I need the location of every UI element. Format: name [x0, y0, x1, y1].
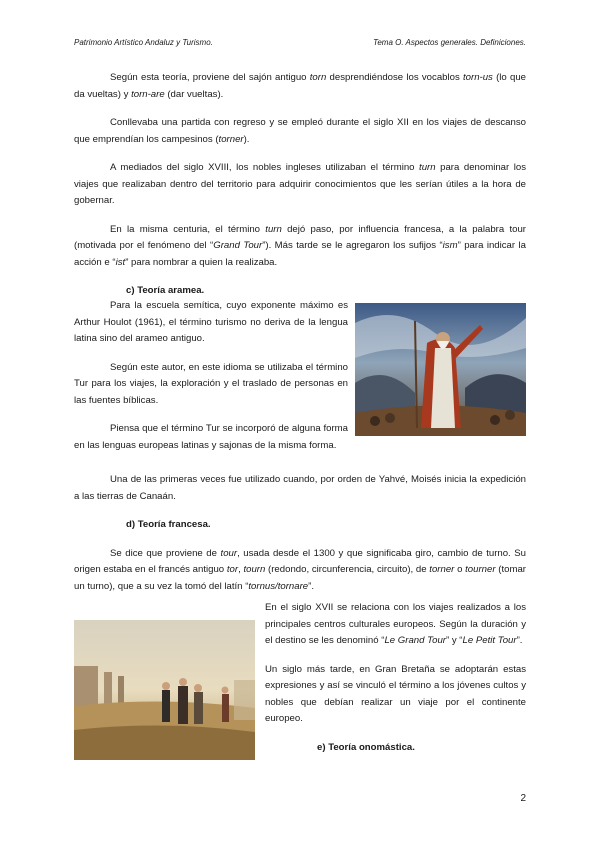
page-number: 2	[520, 793, 526, 804]
body-text-francesa	[265, 600, 526, 756]
paragraph: Según esta teoría, proviene del sajón antiguo torn desprendiéndose los vocablos torn-us (lo que da vueltas) y torn-are (dar vueltas).	[74, 72, 527, 100]
paragraph: Un siglo más tarde, en Gran Bretaña se adoptarán estas expresiones y así se vinculó el término a los jóvenes cultos y nobles que debían realizar un viaje por el continente europeo.	[265, 663, 526, 724]
section-heading-c: c) Teoría aramea.	[126, 285, 205, 296]
body-text-top	[74, 70, 526, 300]
header-right: Tema O. Aspectos generales. Definiciones.	[373, 38, 526, 47]
paragraph: Piensa que el término Tur se incorporó de alguna forma en las lenguas europeas latinas y sajonas de la misma forma.	[74, 423, 348, 451]
body-text-middle	[74, 472, 526, 595]
header-left: Patrimonio Artístico Andaluz y Turismo.	[74, 38, 213, 47]
moses-painting-image	[355, 303, 526, 436]
paragraph: Conllevaba una partida con regreso y se empleó durante el siglo XII en los viajes de descanso que emprendían los campesinos (torner).	[74, 117, 526, 145]
paragraph: En el siglo XVII se relaciona con los viajes realizados a los principales centros culturales europeos. Según la duración y el destino se les denominó “Le Grand Tour” y “Le Petit Tour”.	[265, 602, 526, 646]
paragraph: Una de las primeras veces fue utilizado cuando, por orden de Yahvé, Moisés inicia la expedición a las tierras de Canaán.	[74, 474, 526, 502]
section-heading-e: e) Teoría onomástica.	[317, 741, 415, 753]
paragraph: Se dice que proviene de tour, usada desde el 1300 y que significaba giro, cambio de turno. Su origen estaba en el francés antiguo tor, tourn (redondo, circunferencia, circuito), de torner o tourner (tomar un turno), que a su vez la tomó del latín “tornus/tornare”.	[74, 547, 527, 592]
paragraph: Según este autor, en este idioma se utilizaba el término Tur para los viajes, la exploración y el traslado de personas en las fuentes bíblicas.	[74, 361, 348, 406]
page-header	[74, 38, 526, 47]
body-text-aramea	[74, 298, 348, 454]
paragraph: A mediados del siglo XVIII, los nobles ingleses utilizaban el término turn para denominar los viajes que realizaban dentro del territorio para adquirir conocimientos que les serían útiles a la hora de gobernar.	[74, 162, 526, 206]
paragraph: Para la escuela semítica, cuyo exponente máximo es Arthur Houlot (1961), el término turismo no deriva de la lengua latina sino del arameo antiguo.	[74, 300, 348, 344]
section-heading-d: d) Teoría francesa.	[126, 519, 211, 530]
grand-tour-painting-image	[74, 620, 255, 760]
paragraph: En la misma centuria, el término turn dejó paso, por influencia francesa, a la palabra tour (motivada por el fenómeno del “Grand Tour”). Más tarde se le agregaron los sufijos “ism” para indicar la acción e “ist” para nombrar a quien la realizaba.	[74, 223, 526, 268]
